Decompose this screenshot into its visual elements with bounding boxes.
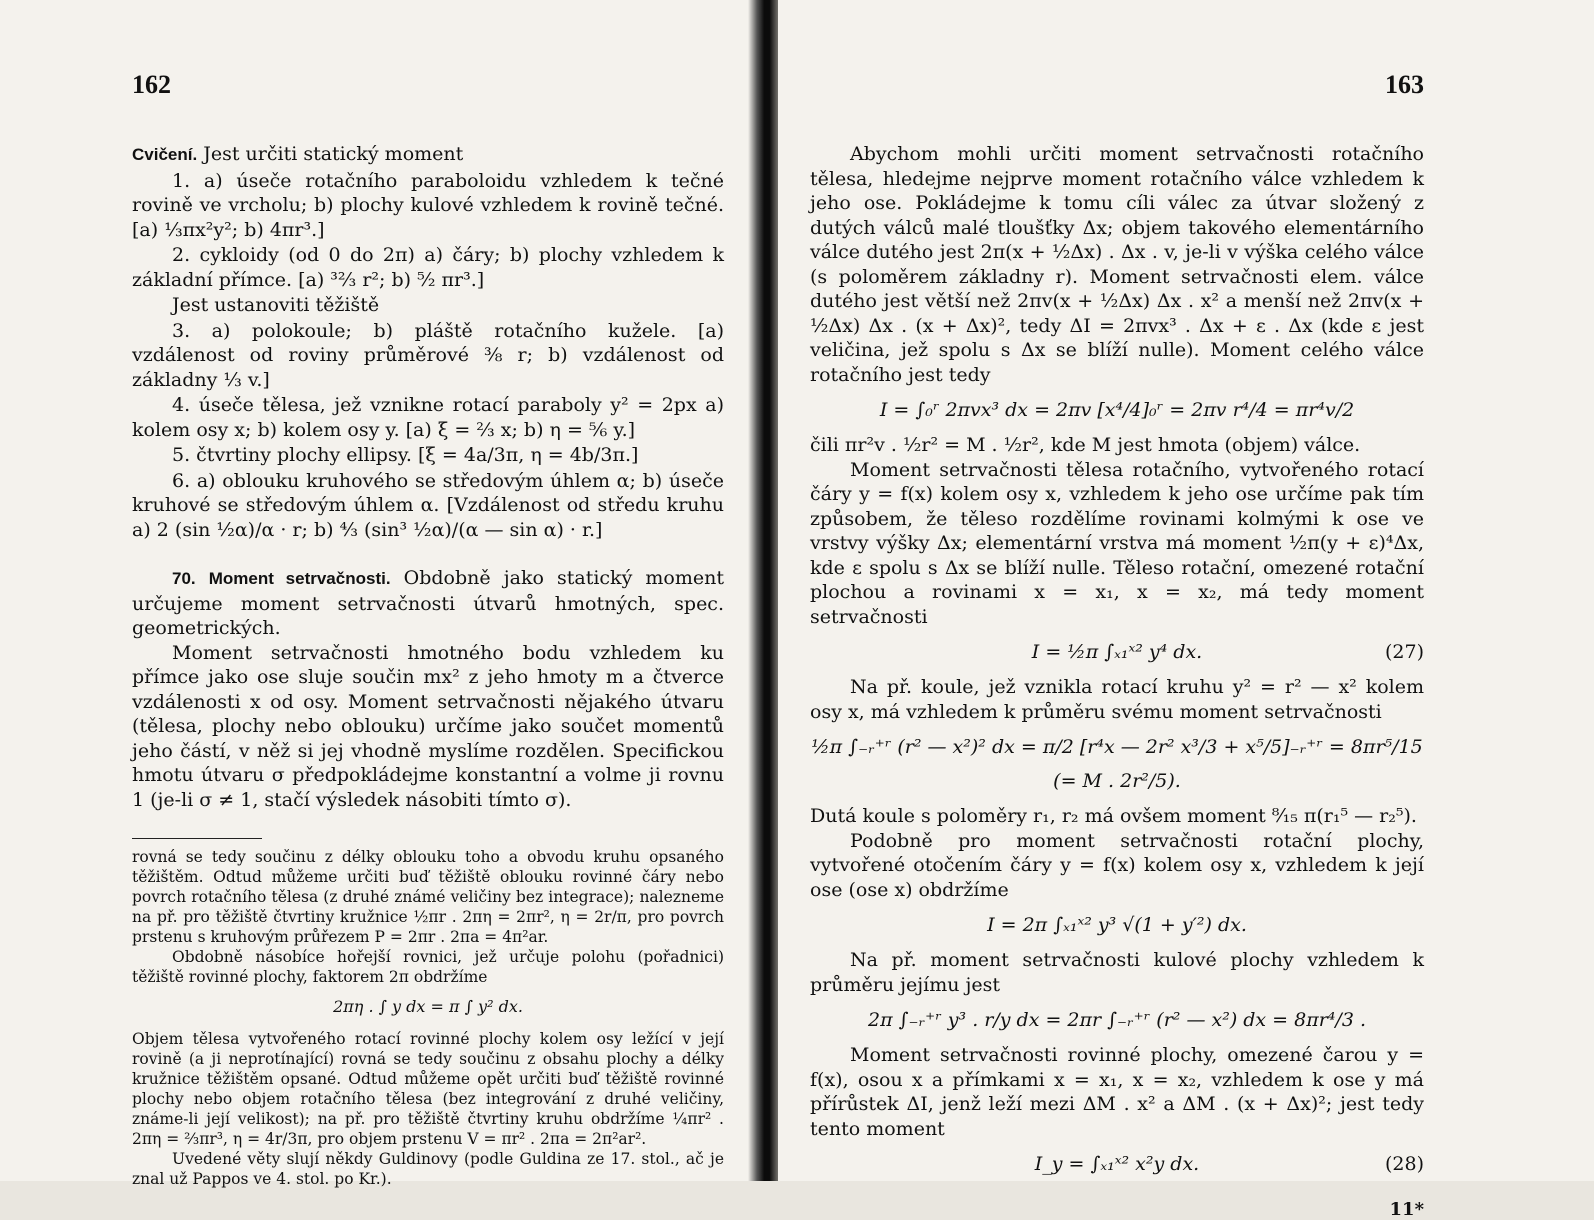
formula-body: I = ½π ∫ₓ₁ˣ² y⁴ dx. (1031, 641, 1203, 663)
centroid-heading: Jest ustanoviti těžiště (172, 294, 380, 316)
equation-number: (27) (1384, 641, 1424, 663)
exercise-item: 6. a) oblouku kruhového se středovým úhlem α; b) úseče kruhové se středovým úhlem α. [Vzdálenost od středu kruhu a) 2 (sin ½α)/α · r; b) ⁴⁄₃ (sin³ ½α)/(α — sin α) · r.] (132, 469, 724, 541)
body-paragraph: Na př. koule, jež vznikla rotací kruhu y² = r² — x² kolem osy x, má vzhledem k průměru svému moment setrvačnosti (810, 676, 1424, 723)
exercise-intro (132, 142, 724, 168)
right-page (778, 0, 1594, 1220)
body-paragraph: Dutá koule s poloměry r₁, r₂ má ovšem moment ⁸⁄₁₅ π(r₁⁵ — r₂⁵). (810, 805, 1417, 827)
footnote-divider (132, 838, 262, 839)
equation-number: (28) (1384, 1153, 1424, 1175)
body-paragraph: čili πr²v . ½r² = M . ½r², kde M jest hmota (objem) válce. (810, 434, 1361, 456)
math-formula: I = 2π ∫ₓ₁ˣ² y³ √(1 + y′²) dx. (987, 914, 1247, 936)
footnote-paragraph: rovná se tedy součinu z délky oblouku toho a obvodu kruhu opsaného těžištěm. Odtud můžeme určiti buď těžiště oblouku rovinné čáry nebo povrch rotačního tělesa (z druhé známé veličiny bez integrace); nalezneme na př. pro těžiště čtvrtiny kružnice ½πr . 2πη = 2πr², η = 2r/π, pro povrch prstenu s kruhovým průřezem P = 2πr . 2πa = 4π²ar. (132, 848, 724, 946)
signature-mark: 11* (1389, 1199, 1424, 1220)
exercise-item: 2. cykloidy (od 0 do 2π) a) čáry; b) plochy vzhledem k základní přímce. [a) ³²⁄₃ r²; b) ⁵⁄₂ πr³.] (132, 244, 724, 291)
page-number: 162 (132, 70, 171, 99)
exercise-item: 5. čtvrtiny plochy ellipsy. [ξ = 4a/3π, η = 4b/3π.] (172, 444, 639, 466)
exercise-item: 4. úseče tělesa, jež vznikne rotací paraboly y² = 2px a) kolem osy x; b) kolem osy y. [a) ξ = ⅔ x; b) η = ⅚ y.] (132, 394, 724, 441)
left-page (0, 0, 756, 1188)
exercise-intro-text: Jest určiti statický moment (203, 143, 464, 165)
math-formula: ½π ∫₋ᵣ⁺ʳ (r² — x²)² dx = π/2 [r⁴x — 2r² x³/3 + x⁵/5]₋ᵣ⁺ʳ = 8πr⁵/15 (= M . 2r²/5). (811, 736, 1423, 792)
section-text: Obdobně jako statický moment určujeme moment setrvačnosti útvarů hmotných, spec. geometrických. (132, 567, 724, 639)
exercise-item: 3. a) polokoule; b) pláště rotačního kužele. [a) vzdálenost od roviny průměrové ⅜ r; b) vzdálenost od základny ⅓ v.] (132, 319, 724, 391)
footnote-paragraph: Obdobně násobíce hořejší rovnici, jež určuje polohu (pořadnici) těžiště rovinné plochy, faktorem 2π obdržíme (132, 948, 724, 986)
section-title: Moment setrvačnosti. (208, 569, 391, 588)
exercise-item: 1. a) úseče rotačního paraboloidu vzhledem k tečné rovině ve vrcholu; b) plochy kulové vzhledem k rovině tečné. [a) ⅓πx²y²; b) 4πr³.] (132, 169, 724, 241)
footnote-paragraph: Objem tělesa vytvořeného rotací rovinné plochy kolem osy ležící v její rovině (a ji neprotínající) rovná se tedy součinu z obsahu plochy a délky kružnice těžištěm opsané. Odtud můžeme opět určiti buď těžiště rovinné plochy nebo objem rotačního tělesa (bez integrování z druhé veličiny, známe-li její velikost); na př. pro těžiště čtvrtiny kruhu obdržíme ¼πr² . 2πη = ⅔πr³, η = 4r/3π, pro objem prstenu V = πr² . 2πa = 2π²ar². (132, 1030, 724, 1148)
footnote-formula: 2πη . ∫ y dx = π ∫ y² dx. (333, 997, 523, 1016)
body-paragraph: Abychom mohli určiti moment setrvačnosti rotačního tělesa, hledejme nejprve moment rotačního válce vzhledem k jeho ose. Pokládejme k tomu cíli válec za útvar složený z dutých válců malé tloušťky Δx; objem takového elementárního válce dutého jest 2π(x + ½Δx) . Δx . v, je-li v výška celého válce (s poloměrem základny r). Moment setrvačnosti elem. válce dutého jest větší než 2πv(x + ½Δx) Δx . x² a menší než 2πv(x + ½Δx) Δx . (x + Δx)², tedy ΔI = 2πvx³ . Δx + ε . Δx (kde ε jest veličina, jež spolu s Δx se blíží nulle). Moment celého válce rotačního jest tedy (810, 143, 1424, 386)
math-formula-27 (810, 635, 1424, 669)
body-paragraph: Moment setrvačnosti tělesa rotačního, vytvořeného rotací čáry y = f(x) kolem osy x, vzhledem k jeho ose určíme pak tím způsobem, že těleso rozdělíme rovinami kolmými k ose ve vrstvy výšky Δx; elementární vrstva má moment ½π(y + ε)⁴Δx, kde ε spolu s Δx se blíží nulle. Těleso rotační, omezené rotační plochou a rovinami x = x₁, x = x₂, má tedy moment setrvačnosti (810, 458, 1424, 628)
footnote-paragraph: Uvedené věty slují někdy Guldinovy (podle Guldina ze 17. stol., ač je znal už Pappos ve 4. stol. po Kr.). (132, 1150, 724, 1188)
math-formula-28 (810, 1147, 1424, 1181)
footnotes (132, 847, 724, 1189)
page-number: 163 (1385, 70, 1424, 99)
formula-body: I_y = ∫ₓ₁ˣ² x²y dx. (1034, 1153, 1200, 1175)
body-paragraph: Podobně pro moment setrvačnosti rotační plochy, vytvořené otočením čáry y = f(x) kolem osy x, vzhledem k její ose (ose x) obdržíme (810, 829, 1424, 901)
body-paragraph: Moment setrvačnosti rovinné plochy, omezené čarou y = f(x), osou x a přímkami x = x₁, x = x₂, vzhledem k ose y má přírůstek ΔI, jenž leží mezi ΔM . x² a ΔM . (x + Δx)²; jest tedy tento moment (810, 1044, 1424, 1140)
body-paragraph: Na př. moment setrvačnosti kulové plochy vzhledem k průměru jejímu jest (810, 949, 1424, 996)
section-paragraph (132, 566, 724, 641)
section-number: 70. (172, 569, 196, 588)
body-paragraph: Moment setrvačnosti hmotného bodu vzhledem ku přímce jako ose sluje součin mx² z jeho hmoty m a čtverce vzdálenosti x od osy. Moment setrvačnosti nějakého útvaru (tělesa, plochy nebo oblouku) určíme jako součet momentů jeho částí, v něž si jej vhodně myslíme rozdělen. Specifickou hmotu útvaru σ předpokládejme konstantní a volme ji rovnu 1 (je-li σ ≠ 1, stačí výsledek násobiti tímto σ). (132, 641, 724, 811)
exercise-heading: Cvičení. (132, 145, 198, 164)
math-formula: I = ∫₀ʳ 2πvx³ dx = 2πv [x⁴/4]₀ʳ = 2πv r⁴/4 = πr⁴v/2 (879, 399, 1355, 421)
math-formula: 2π ∫₋ᵣ⁺ʳ y³ . r/y dx = 2πr ∫₋ᵣ⁺ʳ (r² — x²) dx = 8πr⁴/3 . (868, 1009, 1366, 1031)
